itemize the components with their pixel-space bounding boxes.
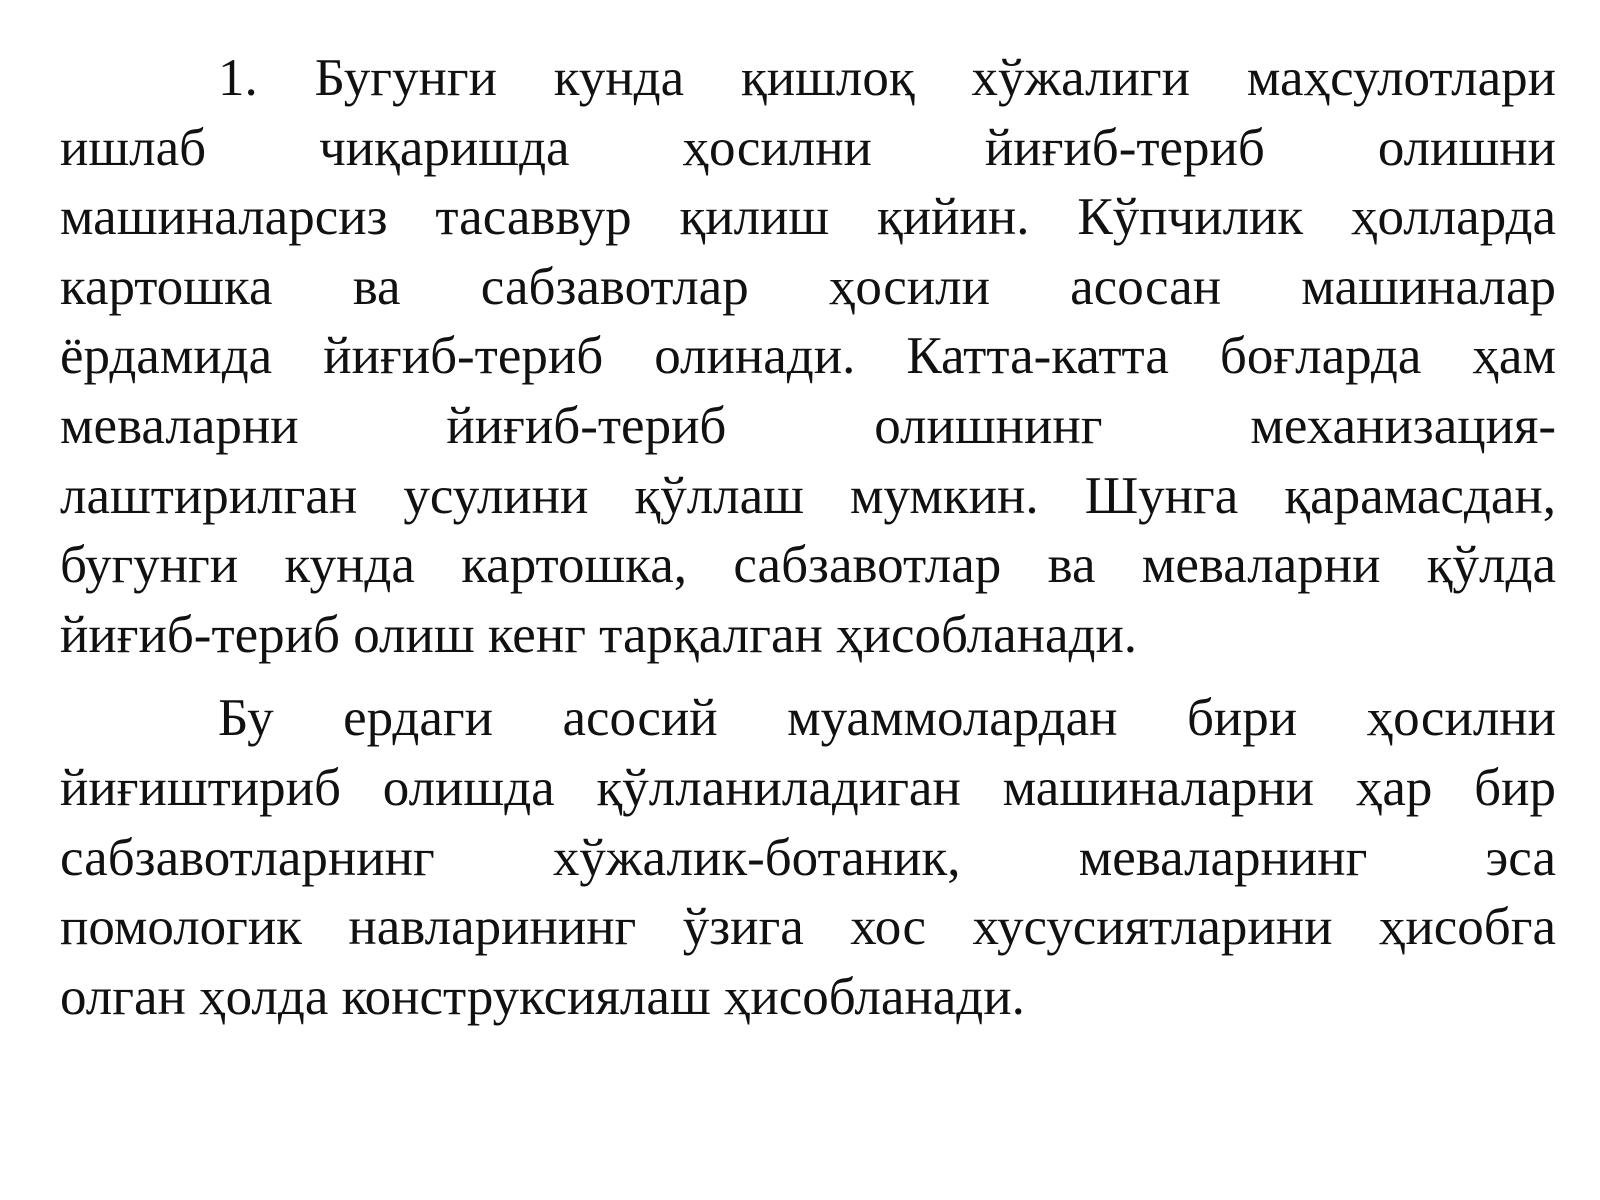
paragraph-1-line-1: 1. Бугунги кунда қишлоқ хўжалиги маҳсулотлари bbox=[218, 49, 1556, 107]
paragraph-2-line-4: помологик навларининг ўзига хос хусусиятларини ҳисобга bbox=[60, 898, 1556, 957]
paragraph-2 bbox=[60, 684, 1556, 1032]
paragraph-1-line-3: машиналарсиз тасаввур қилиш қийин. Кўпчилик ҳолларда bbox=[60, 188, 1556, 247]
paragraph-1-line-9: йиғиб-териб олиш кенг тарқалган ҳисобланади. bbox=[60, 605, 1138, 664]
paragraph-1 bbox=[60, 44, 1556, 670]
paragraph-1-line-5: ёрдамида йиғиб-териб олинади. Катта-катта боғларда ҳам bbox=[60, 327, 1556, 386]
paragraph-2-line-5: олган ҳолда конструксиялаш ҳисобланади. bbox=[60, 967, 1025, 1026]
paragraph-2-line-2: йиғиштириб олишда қўлланиладиган машиналарни ҳар бир bbox=[60, 758, 1556, 817]
paragraph-1-line-6: меваларни йиғиб-териб олишнинг механизация- bbox=[60, 396, 1556, 455]
paragraph-2-line-1: Бу ердаги асосий муаммолардан бири ҳосилни bbox=[218, 689, 1556, 748]
document-page bbox=[60, 44, 1556, 1032]
paragraph-1-line-2: ишлаб чиқаришда ҳосилни йиғиб-териб олишни bbox=[60, 118, 1556, 177]
paragraph-1-line-8: бугунги кунда картошка, сабзавотлар ва меваларни қўлда bbox=[60, 536, 1556, 595]
paragraph-2-line-3: сабзавотларнинг хўжалик-ботаник, меваларнинг эса bbox=[60, 828, 1556, 887]
paragraph-1-line-4: картошка ва сабзавотлар ҳосили асосан машиналар bbox=[60, 257, 1556, 316]
paragraph-1-line-7: лаштирилган усулини қўллаш мумкин. Шунга қарамасдан, bbox=[60, 466, 1556, 525]
